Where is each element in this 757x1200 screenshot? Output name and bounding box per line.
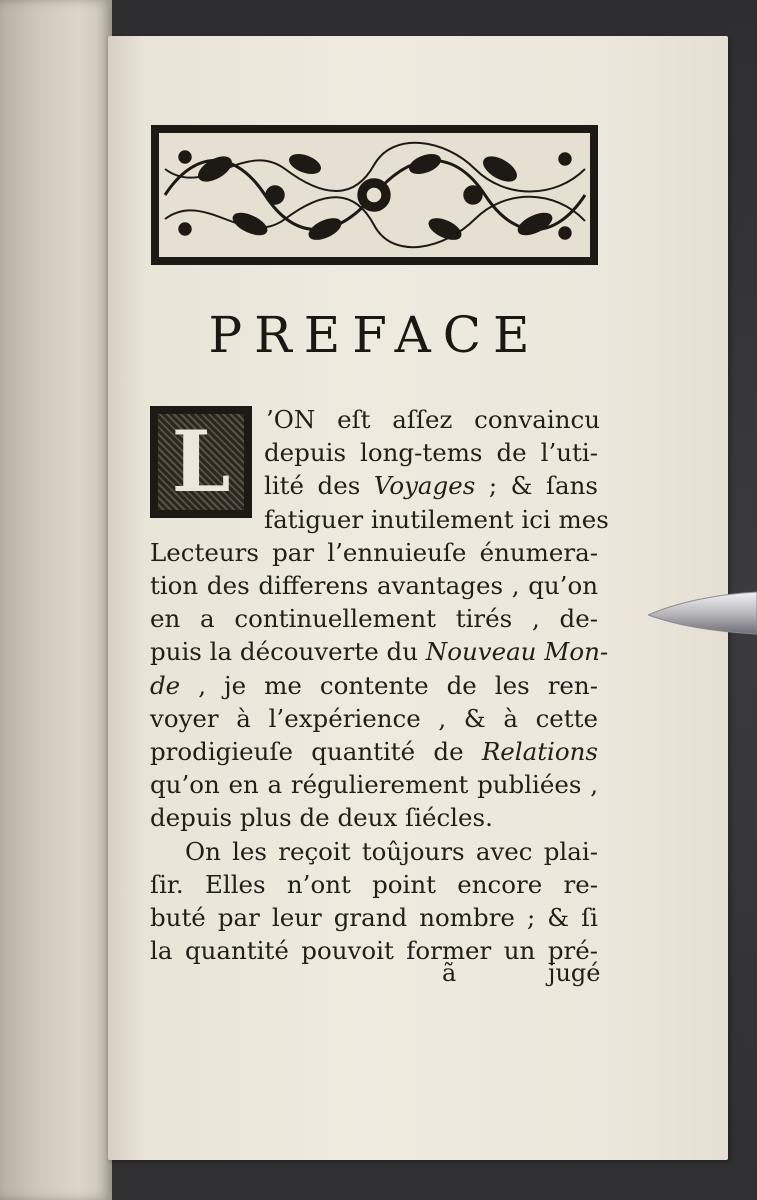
- text-line: On les reçoit toûjours avec plai-: [185, 836, 598, 866]
- drop-cap-letter: L: [171, 412, 231, 511]
- text-line: fatiguer inutilement ici mes: [264, 504, 609, 534]
- signature-mark: ã: [442, 959, 457, 987]
- text-line: puis la découverte du Nouveau Mon-: [150, 637, 609, 667]
- text-line: tion des differens avantages , qu’on: [150, 571, 598, 600]
- text-line: qu’on en a régulierement publiées ,: [150, 770, 598, 800]
- facing-page-edge: [0, 0, 112, 1200]
- text-line: lité des Voyages ; & ſans: [264, 471, 599, 501]
- text-line: de , je me contente de les ren-: [150, 670, 598, 700]
- text-line: en a continuellement tirés , de-: [150, 604, 598, 634]
- text-line: Lecteurs par l’ennuieuſe énumera-: [150, 537, 598, 567]
- text-line: buté par leur grand nombre ; & ſi: [150, 903, 598, 932]
- text-line: voyer à l’expérience , & à cette: [150, 703, 598, 733]
- text-line: prodigieuſe quantité de Relations: [150, 737, 598, 766]
- text-line: ſir. Elles n’ont point encore re-: [150, 869, 598, 899]
- decorative-headpiece: [151, 125, 598, 265]
- text-line: ’ON eſt aſſez convaincu: [266, 405, 600, 434]
- text-line: la quantité pouvoit former un pré-: [150, 936, 598, 966]
- page-pointer-tool: [648, 590, 757, 636]
- page-title: PREFACE: [208, 306, 542, 364]
- text-line: depuis plus de deux ſiécles.: [150, 803, 493, 833]
- drop-cap-ornament: [150, 406, 252, 518]
- text-line: depuis long-tems de l’uti-: [264, 438, 598, 468]
- catchword: jugé: [548, 959, 601, 987]
